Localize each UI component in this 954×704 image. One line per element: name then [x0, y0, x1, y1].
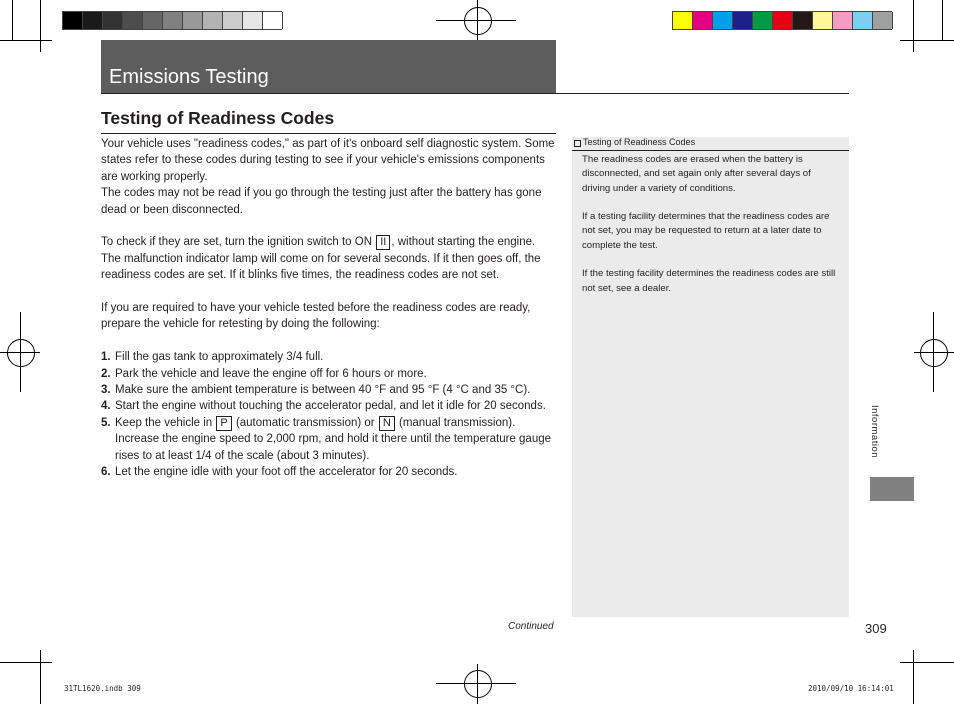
list-item: 4. Start the engine without touching the accelerator pedal, and let it idle for 20 seconds.	[101, 400, 546, 413]
list-item: 2. Park the vehicle and leave the engine off for 6 hours or more.	[101, 367, 427, 380]
section-rule	[101, 133, 556, 134]
ignition-key-symbol: II	[376, 235, 390, 250]
paragraph-check	[101, 234, 557, 283]
color-swatch	[773, 12, 793, 29]
gray-swatch	[163, 12, 183, 29]
gray-swatch	[83, 12, 103, 29]
chapter-tab-label: Information	[869, 405, 880, 459]
color-swatch	[673, 12, 693, 29]
park-key-symbol: P	[216, 416, 231, 431]
side-note-title: Testing of Readiness Codes	[583, 137, 696, 147]
side-note-paragraph: The readiness codes are erased when the battery is disconnected, and set again only after several days of driving under a variety of conditions.	[582, 154, 811, 194]
list-item: 1. Fill the gas tank to approximately 3/4 full.	[101, 351, 324, 364]
gray-swatch	[263, 12, 283, 29]
chapter-title: Emissions Testing	[109, 66, 269, 88]
color-swatch	[693, 12, 713, 29]
gray-swatch	[143, 12, 163, 29]
gray-swatch	[103, 12, 123, 29]
list-item: 5. Keep the vehicle in P (automatic transmission) or N (manual transmission). Increase the engine speed to 2,000 rpm, and hold it there until the temperature gauge rises to at least 1/4 of the scale (about 3 minutes).	[101, 416, 552, 462]
retest-steps-list	[101, 349, 557, 480]
gray-scale-bar	[62, 11, 282, 30]
gray-swatch	[63, 12, 83, 29]
print-date-info: 2010/09/10 16:14:01	[808, 684, 894, 693]
paragraph-intro: Your vehicle uses "readiness codes," as part of it's onboard self diagnostic system. Some states refer to these codes during testing to see if your vehicle's emissions components are working properly.	[101, 138, 555, 183]
paragraph-retest: If you are required to have your vehicle tested before the readiness codes are ready, prepare the vehicle for retesting by doing the following:	[101, 302, 531, 331]
color-swatch	[753, 12, 773, 29]
side-note-paragraph: If the testing facility determines the readiness codes are still not set, see a dealer.	[582, 268, 836, 294]
color-swatch	[833, 12, 853, 29]
section-title: Testing of Readiness Codes	[101, 108, 335, 128]
color-swatch	[813, 12, 833, 29]
main-body	[101, 136, 557, 480]
neutral-key-symbol: N	[379, 416, 395, 431]
gray-swatch	[183, 12, 203, 29]
list-item: 3. Make sure the ambient temperature is between 40 °F and 95 °F (4 °C and 35 °C).	[101, 384, 531, 397]
gray-swatch	[243, 12, 263, 29]
color-swatch	[713, 12, 733, 29]
color-swatch	[873, 12, 893, 29]
page-number: 309	[865, 621, 887, 636]
color-swatch	[793, 12, 813, 29]
side-note-paragraph: If a testing facility determines that the readiness codes are not set, you may be requested to return at a later date to complete the test.	[582, 211, 830, 251]
color-calibration-bar	[672, 11, 892, 30]
color-swatch	[853, 12, 873, 29]
check-text-b: , without starting the engine. The malfunction indicator lamp will come on for several seconds. If it then goes off, the readiness codes are set. If it blinks five times, the readiness codes are not set.	[101, 236, 541, 282]
paragraph-battery: The codes may not be read if you go through the testing just after the battery has gone dead or been disconnected.	[101, 187, 542, 216]
chapter-tab-marker	[870, 477, 914, 501]
header-rule	[101, 93, 849, 94]
print-file-info: 31TL1620.indb 309	[64, 684, 141, 693]
color-swatch	[733, 12, 753, 29]
gray-swatch	[123, 12, 143, 29]
gray-swatch	[203, 12, 223, 29]
check-text-a: To check if they are set, turn the ignition switch to ON	[101, 236, 373, 249]
list-item: 6. Let the engine idle with your foot off the accelerator for 20 seconds.	[101, 466, 458, 479]
continued-label: Continued	[508, 621, 554, 632]
side-note-body	[582, 153, 840, 310]
note-icon	[574, 140, 581, 147]
gray-swatch	[223, 12, 243, 29]
